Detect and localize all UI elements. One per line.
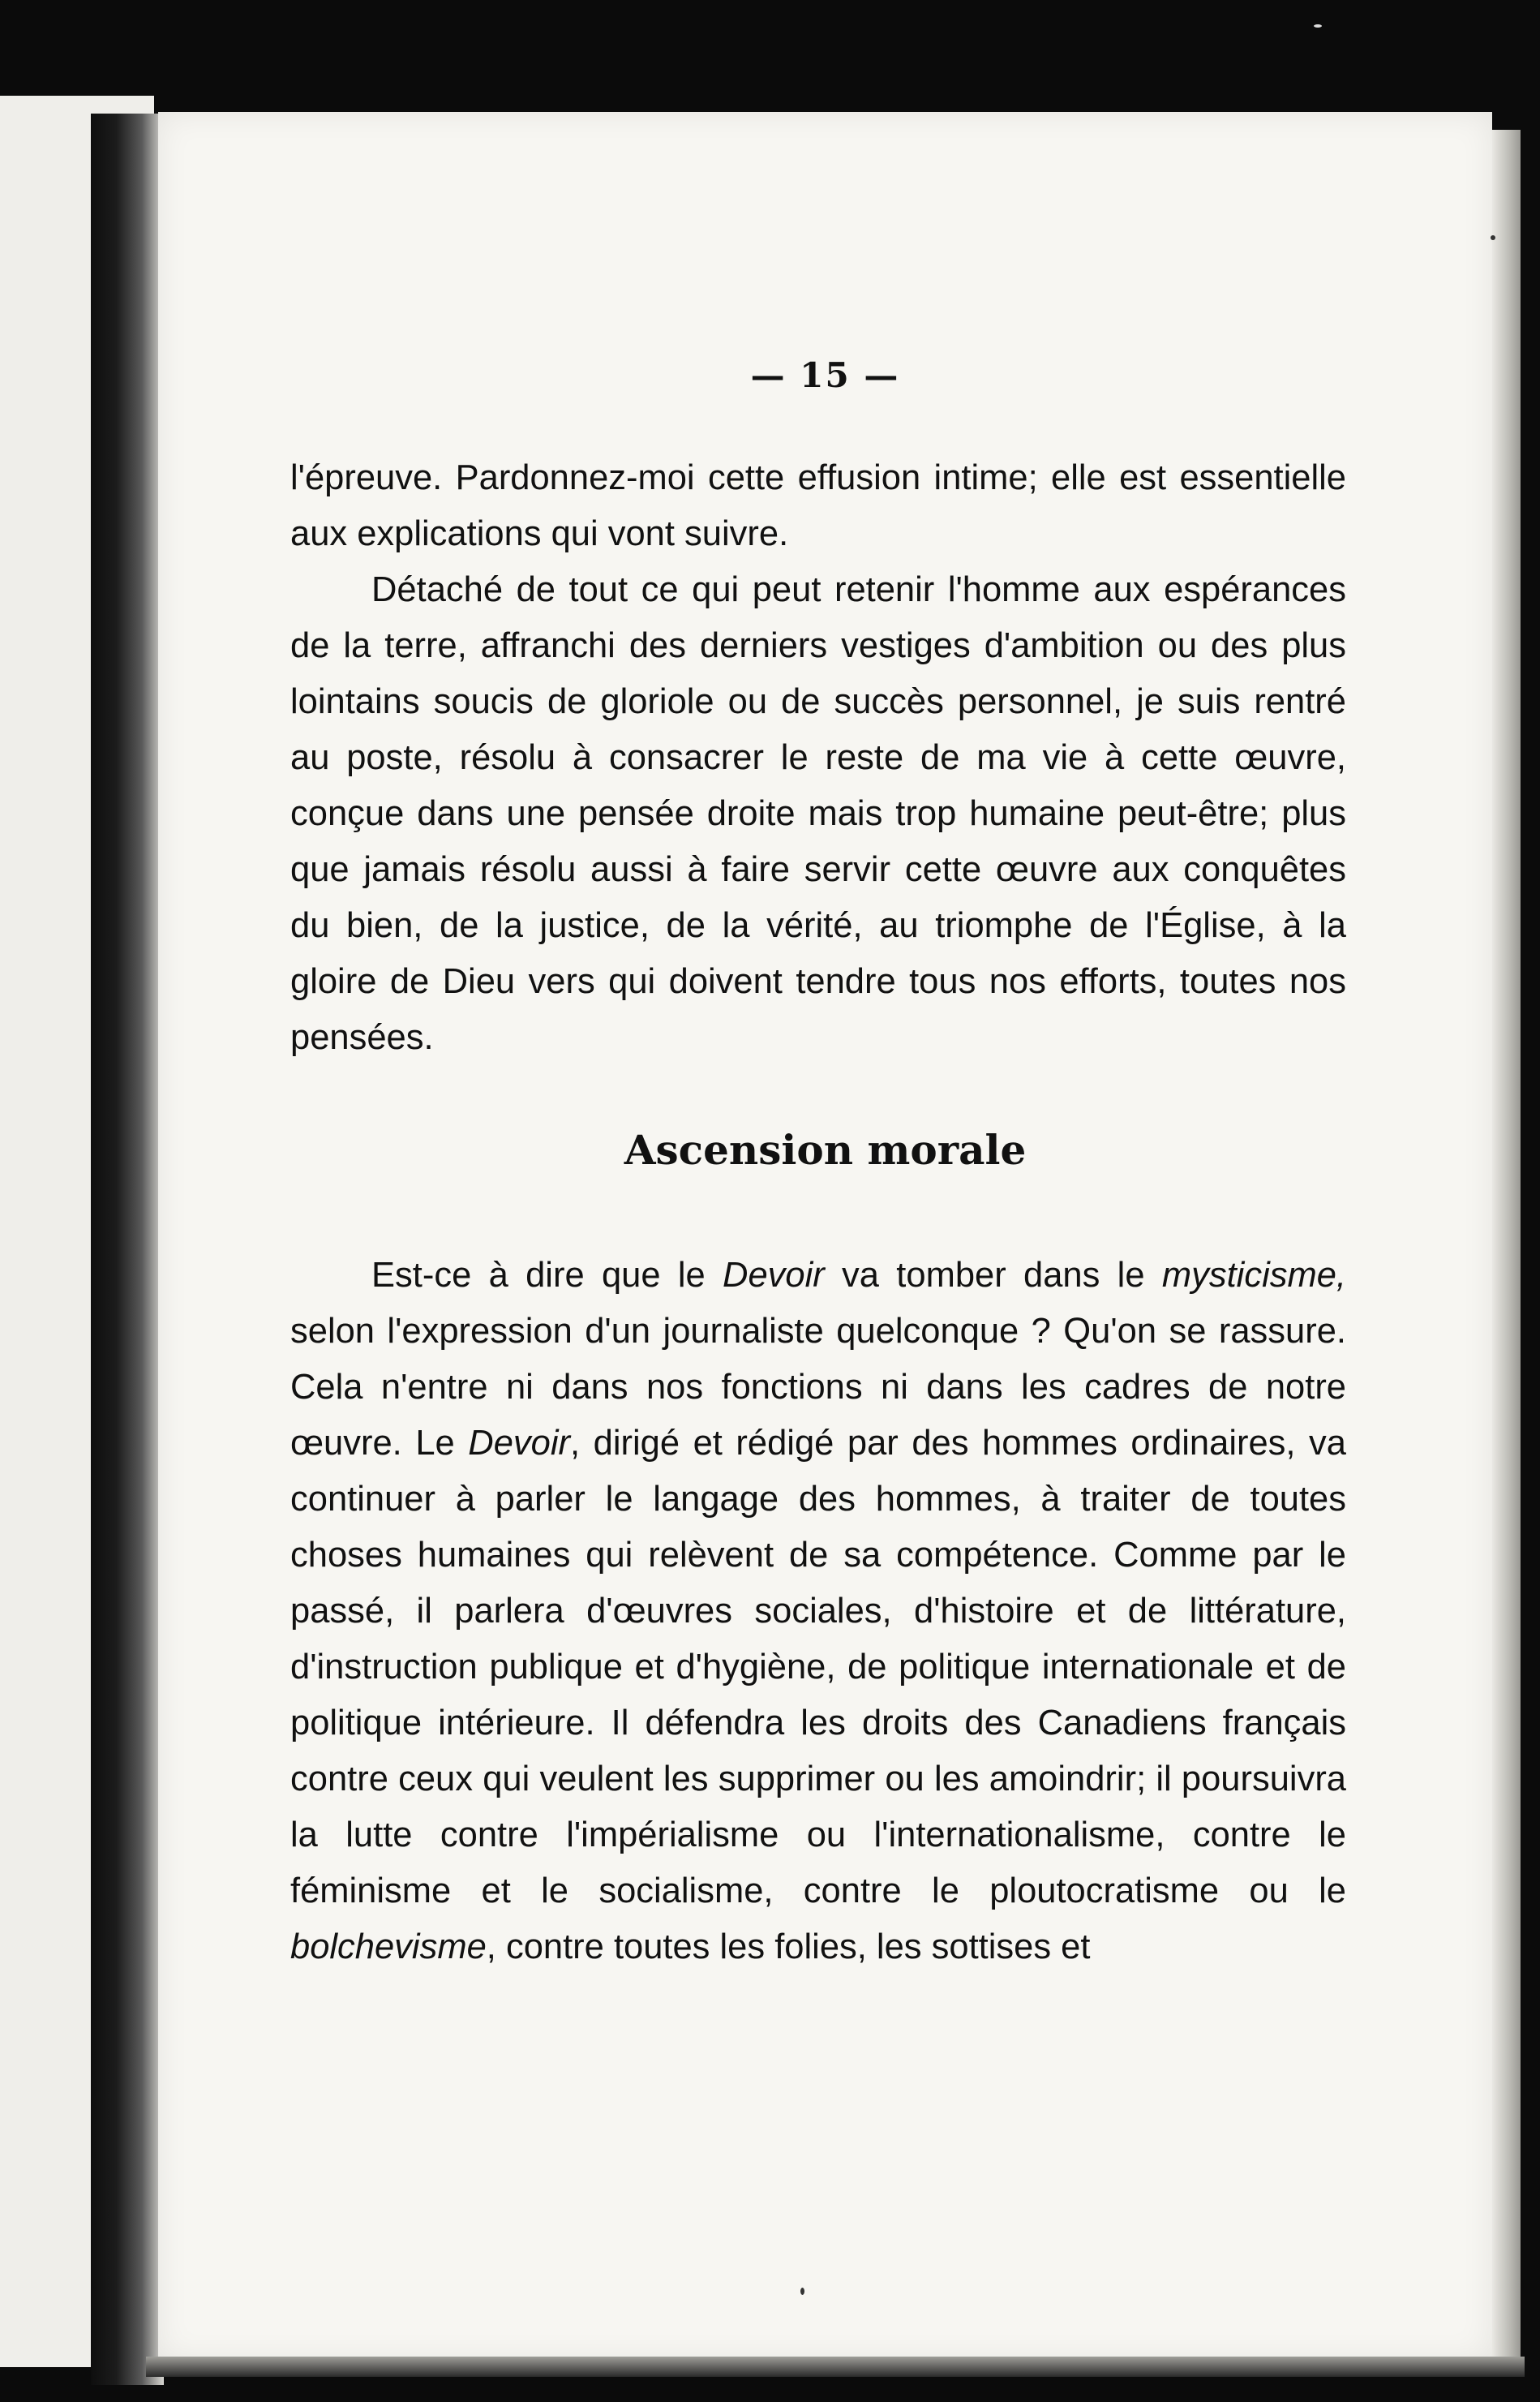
book-page — [158, 112, 1492, 2361]
text-run: Est-ce à dire que le — [371, 1256, 723, 1295]
scan-speck — [800, 2288, 804, 2295]
scan-speck — [1314, 24, 1322, 28]
italic-devoir: Devoir — [723, 1256, 825, 1295]
italic-bolchevisme: bolchevisme — [290, 1927, 487, 1966]
paragraph-continuation: l'épreuve. Pardonnez-moi cette effusion intime; elle est essentielle aux explications qui vont suivre. — [290, 458, 1346, 553]
scan-speck — [1491, 235, 1495, 240]
italic-mysticisme: mysticisme, — [1161, 1256, 1346, 1295]
text-run: , contre toutes les folies, les sottises et — [486, 1927, 1091, 1966]
page-fore-edge — [1492, 130, 1521, 2369]
text-block-upper — [290, 450, 1346, 1066]
italic-devoir: Devoir — [468, 1424, 570, 1463]
section-heading: Ascension morale — [624, 1126, 1027, 1174]
paragraph-est-ce-a-dire — [290, 1248, 1346, 1975]
text-run: selon l'expression d'un journaliste quelconque ? Qu'on se rassure. Cela n'entre ni dans nos fonctions ni dans les cadres de notre œuvre. Le — [290, 1312, 1346, 1463]
paragraph-detache: Détaché de tout ce qui peut retenir l'homme aux espérances de la terre, affranchi des derniers vestiges d'ambition ou des plus lointains soucis de gloriole ou de succès personnel, je suis rentré au poste, résolu à consacrer le reste de ma vie à cette œuvre, conçue dans une pensée droite mais trop humaine peut-être; plus que jamais résolu aussi à faire servir cette œuvre aux conquêtes du bien, de la justice, de la vérité, au triomphe de l'Église, à la gloire de Dieu vers qui doivent tendre tous nos efforts, toutes nos pensées. — [290, 570, 1346, 1057]
text-run: va tomber dans le — [824, 1256, 1162, 1295]
text-block-lower — [290, 1248, 1346, 1975]
book-gutter — [91, 114, 164, 2385]
page-number: — 15 — — [750, 355, 900, 395]
text-run: , dirigé et rédigé par des hommes ordinaires, va continuer à parler le langage des hommes, à traiter de toutes choses humaines qui relèvent de sa compétence. Comme par le passé, il parlera d'œuvres sociales, d'histoire et de littérature, d'instruction publique et d'hygiène, de politique internationale et de politique intérieure. Il défendra les droits des Canadiens français contre ceux qui veulent les supprimer ou les amoindrir; il poursuivra la lutte contre l'impérialisme ou l'internationalisme, contre le féminisme et le socialisme, contre le ploutocratisme ou le — [290, 1424, 1346, 1910]
page-bottom-shadow — [146, 2357, 1525, 2377]
